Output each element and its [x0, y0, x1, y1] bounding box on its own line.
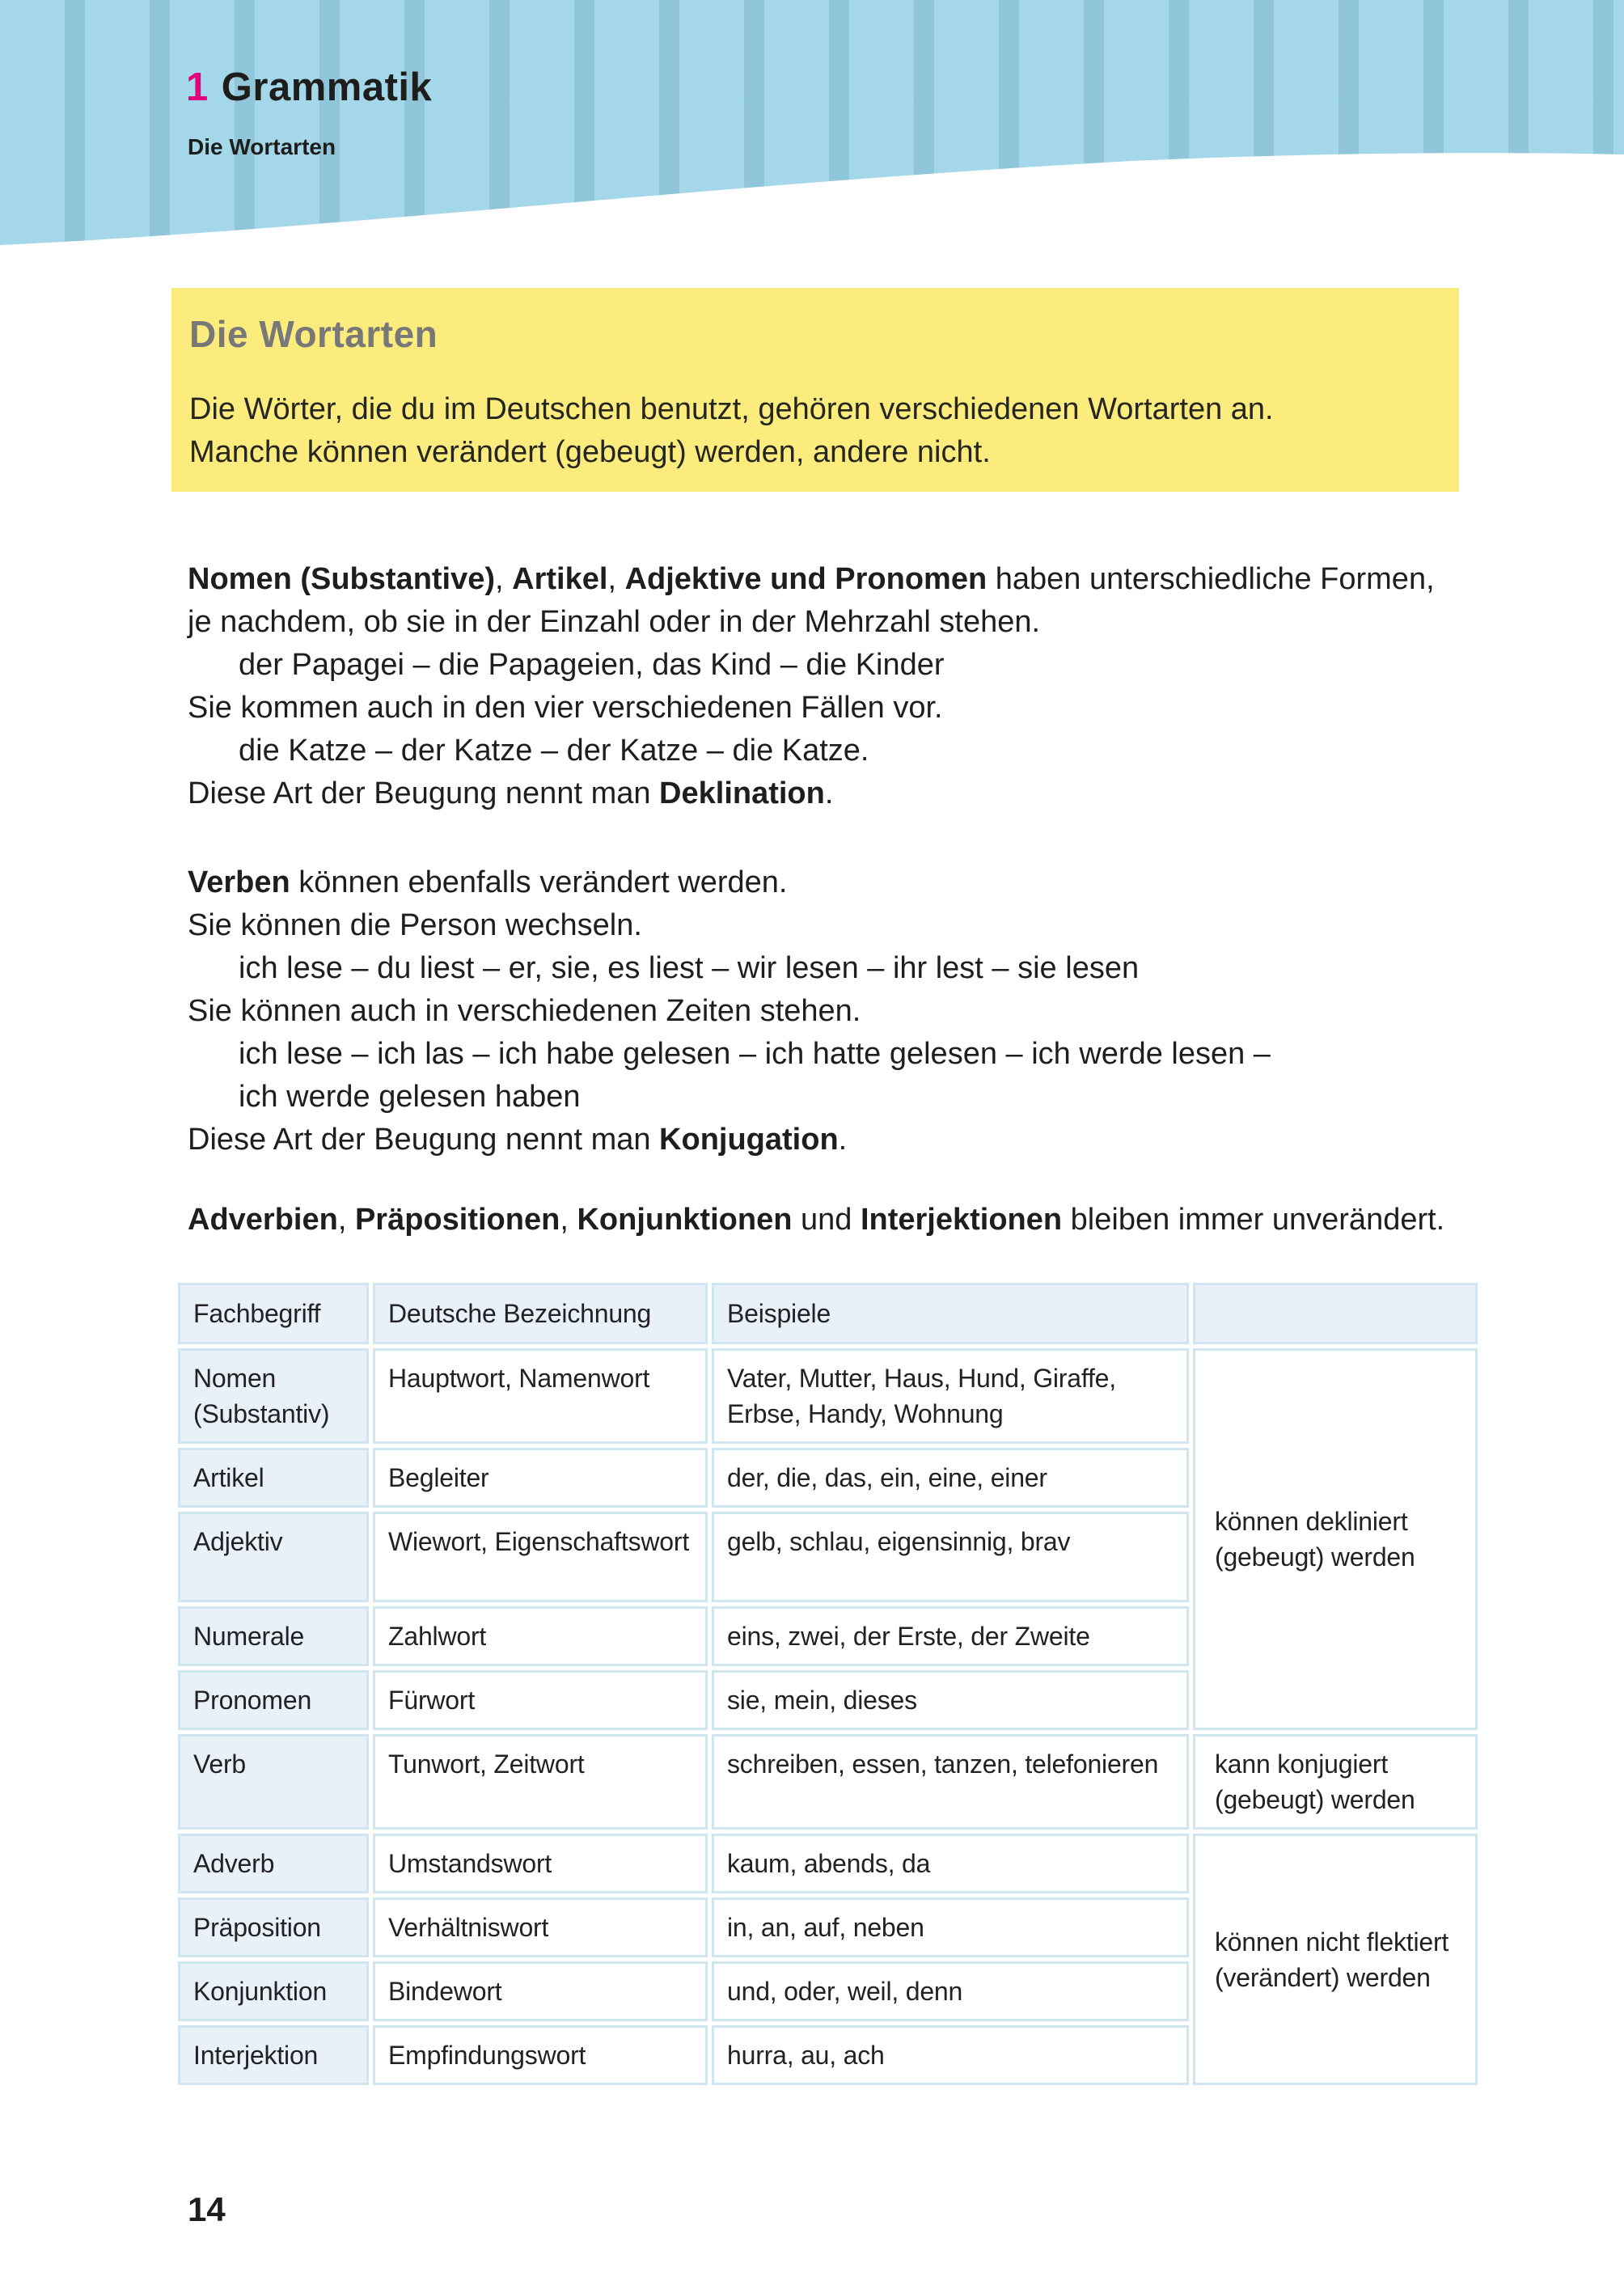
page-number: 14 [188, 2190, 226, 2228]
table-header-row [178, 1283, 1478, 1344]
cell-examples: schreiben, essen, tanzen, telefonieren [712, 1734, 1189, 1830]
cell-examples: eins, zwei, der Erste, der Zweite [712, 1606, 1189, 1666]
intro-line: Die Wörter, die du im Deutschen benutzt, gehören verschiedenen Wortarten an. [189, 392, 1274, 426]
cell-term: Präposition [178, 1897, 369, 1957]
paragraph-unchangeable [188, 1199, 1444, 1242]
cell-examples: gelb, schlau, eigensinnig, brav [712, 1512, 1189, 1602]
band-curve-edge [0, 0, 1624, 260]
text-line: Diese Art der Beugung nennt man Konjugation. [188, 1123, 848, 1157]
cell-name: Fürwort [373, 1670, 708, 1730]
cell-name: Bindewort [373, 1961, 708, 2021]
header-cell-bezeichnung: Deutsche Bezeichnung [373, 1283, 708, 1344]
text-line: Sie können auch in verschiedenen Zeiten stehen. [188, 994, 861, 1028]
cell-name: Hauptwort, Namenwort [373, 1348, 708, 1444]
text-line: Nomen (Substantive), Artikel, Adjektive und Pronomen haben unterschiedliche Formen, [188, 562, 1435, 596]
note-cell-declinable: können dekliniert (gebeugt) werden [1193, 1348, 1478, 1730]
cell-examples: Vater, Mutter, Haus, Hund, Giraffe, Erbse, Handy, Wohnung [712, 1348, 1189, 1444]
cell-name: Umstandswort [373, 1834, 708, 1893]
word-classes-table [174, 1279, 1482, 2089]
intro-line: Manche können verändert (gebeugt) werden, andere nicht. [189, 435, 991, 469]
cell-examples: in, an, auf, neben [712, 1897, 1189, 1957]
text-line: der Papagei – die Papageien, das Kind – die Kinder [239, 648, 945, 682]
text-line: ich lese – ich las – ich habe gelesen – ich hatte gelesen – ich werde lesen – [239, 1037, 1271, 1071]
intro-box [171, 288, 1459, 492]
cell-name: Tunwort, Zeitwort [373, 1734, 708, 1830]
text-line: Sie kommen auch in den vier verschiedenen Fällen vor. [188, 691, 943, 725]
text-line: Verben können ebenfalls verändert werden. [188, 865, 788, 899]
cell-term: Artikel [178, 1448, 369, 1508]
text-line: ich werde gelesen haben [239, 1080, 581, 1114]
intro-heading: Die Wortarten [189, 313, 438, 355]
cell-name: Wiewort, Eigenschaftswort [373, 1512, 708, 1602]
cell-term: Pronomen [178, 1670, 369, 1730]
cell-term: Konjunktion [178, 1961, 369, 2021]
chapter-title: Grammatik [221, 66, 433, 109]
cell-term: Verb [178, 1734, 369, 1830]
cell-term: Adverb [178, 1834, 369, 1893]
cell-name: Begleiter [373, 1448, 708, 1508]
cell-examples: der, die, das, ein, eine, einer [712, 1448, 1189, 1508]
cell-term: Numerale [178, 1606, 369, 1666]
cell-examples: sie, mein, dieses [712, 1670, 1189, 1730]
text-line: Diese Art der Beugung nennt man Deklination. [188, 776, 834, 810]
cell-term: Adjektiv [178, 1512, 369, 1602]
page-header-band [0, 0, 1624, 260]
cell-name: Empfindungswort [373, 2025, 708, 2085]
paragraph-conjugation [188, 861, 1271, 1161]
note-cell-conjugable: kann konjugiert (gebeugt) werden [1193, 1734, 1478, 1830]
text-line: ich lese – du liest – er, sie, es liest – wir lesen – ihr lest – sie lesen [239, 951, 1140, 985]
cell-examples: hurra, au, ach [712, 2025, 1189, 2085]
chapter-number: 1 [186, 66, 209, 109]
chapter-heading [186, 65, 432, 110]
table-row [178, 1734, 1478, 1830]
paragraph-declination [188, 558, 1435, 815]
cell-name: Zahlwort [373, 1606, 708, 1666]
note-cell-not-inflectable: können nicht flektiert (verändert) werden [1193, 1834, 1478, 2085]
cell-examples: und, oder, weil, denn [712, 1961, 1189, 2021]
text-line: Adverbien, Präpositionen, Konjunktionen und Interjektionen bleiben immer unverändert. [188, 1203, 1445, 1237]
text-line: je nachdem, ob sie in der Einzahl oder in der Mehrzahl stehen. [188, 605, 1041, 639]
cell-examples: kaum, abends, da [712, 1834, 1189, 1893]
header-cell-empty [1193, 1283, 1478, 1344]
cell-name: Verhältniswort [373, 1897, 708, 1957]
table-row [178, 1834, 1478, 1893]
text-line: Sie können die Person wechseln. [188, 908, 642, 942]
text-line: die Katze – der Katze – der Katze – die Katze. [239, 734, 869, 768]
header-cell-fachbegriff: Fachbegriff [178, 1283, 369, 1344]
cell-term: Nomen (Substantiv) [178, 1348, 369, 1444]
cell-term: Interjektion [178, 2025, 369, 2085]
section-subtitle: Die Wortarten [188, 134, 336, 159]
intro-text [189, 388, 1436, 474]
table-row [178, 1348, 1478, 1444]
header-cell-beispiele: Beispiele [712, 1283, 1189, 1344]
